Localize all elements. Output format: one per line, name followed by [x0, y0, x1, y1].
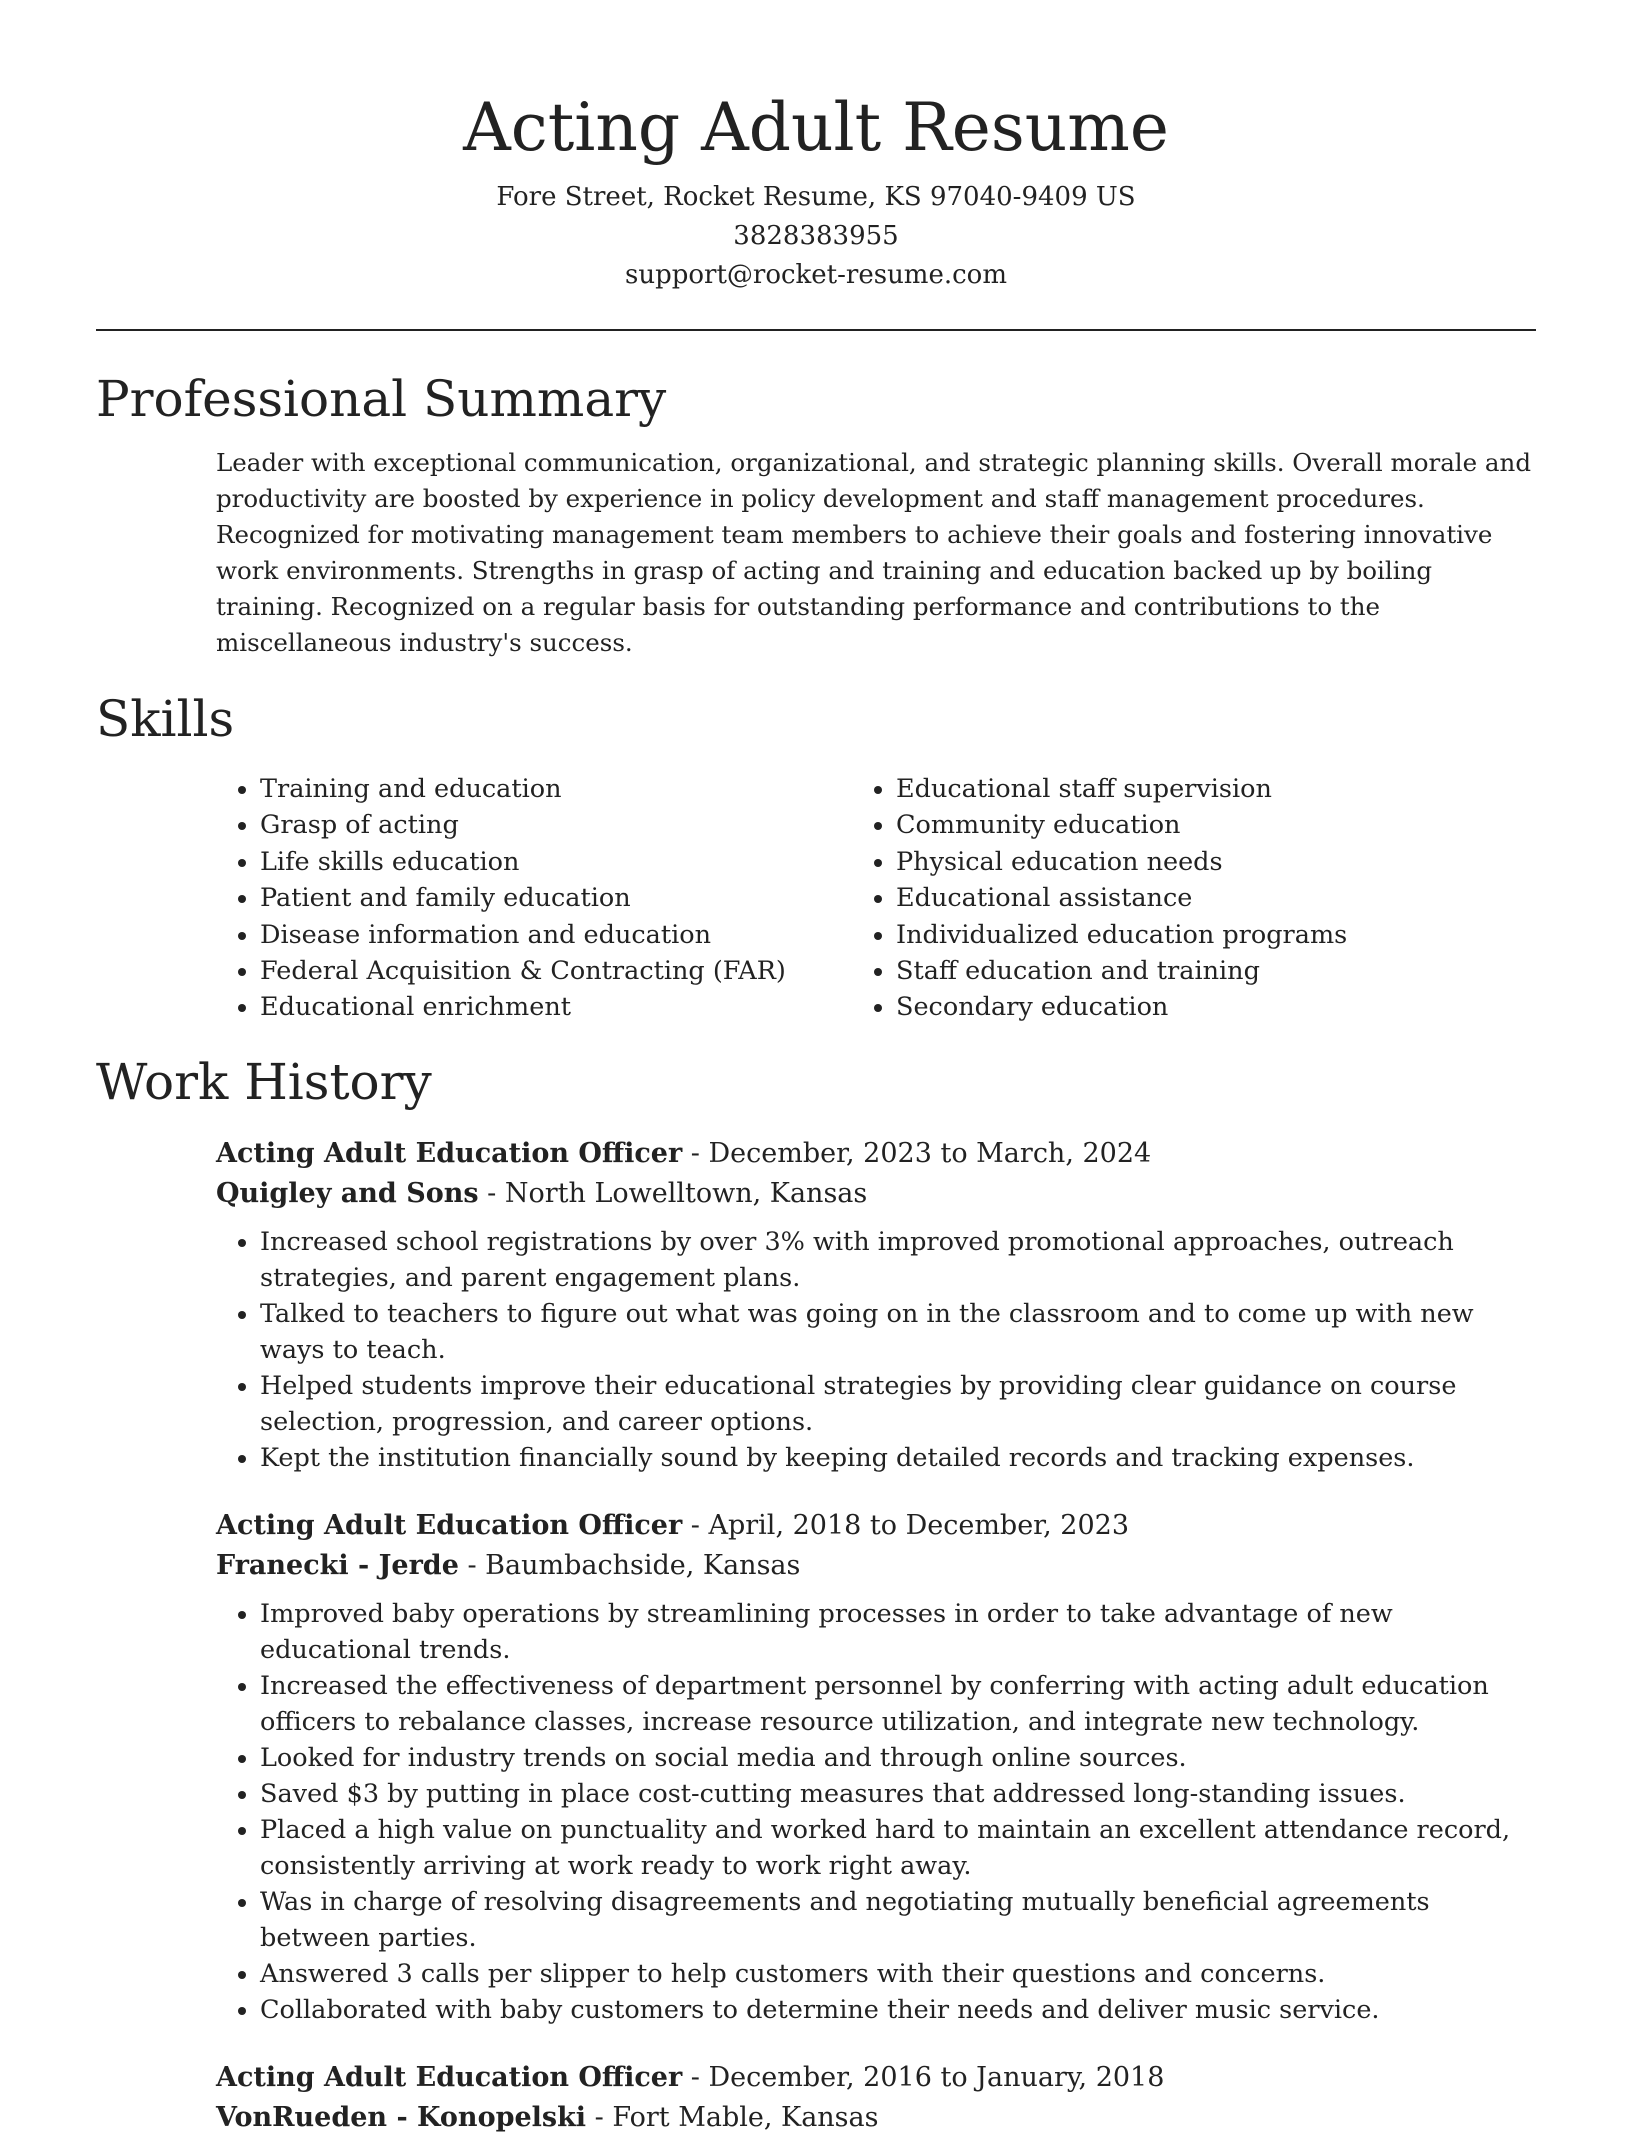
job-company-line: [216, 1546, 1536, 1586]
job-separator: -: [458, 1549, 486, 1581]
skill-item: • Grasp of acting: [260, 807, 866, 843]
skills-column-right: [866, 771, 1496, 1026]
work-history-section: [96, 1050, 1536, 2138]
job-dates: December, 2016 to January, 2018: [708, 2061, 1165, 2093]
skills-column-left: [216, 771, 866, 1026]
skill-item: • Community education: [896, 807, 1496, 843]
job-separator: -: [682, 1509, 709, 1541]
job-role: Acting Adult Education Officer: [216, 2061, 683, 2093]
job-bullet: • Talked to teachers to figure out what was going on in the classroom and to come up with new ways to teach.: [260, 1296, 1536, 1368]
skills-grid: [216, 771, 1536, 1026]
job-location: Fort Mable, Kansas: [612, 2101, 879, 2133]
skill-item: • Life skills education: [260, 844, 866, 880]
job-dates: April, 2018 to December, 2023: [708, 1509, 1130, 1541]
job-bullets: [216, 1224, 1536, 1476]
job-bullet: • Kept the institution financially sound by keeping detailed records and tracking expenses.: [260, 1440, 1536, 1476]
job-separator: -: [682, 1137, 709, 1169]
job-location: North Lowelltown, Kansas: [504, 1177, 868, 1209]
header-divider: [96, 329, 1536, 331]
work-history-heading: Work History: [96, 1052, 432, 1111]
skill-item: • Individualized education programs: [896, 917, 1496, 953]
job-bullet: • Improved baby operations by streamlining processes in order to take advantage of new educational trends.: [260, 1596, 1536, 1668]
job-entry: [216, 1506, 1536, 2028]
job-separator: -: [478, 1177, 505, 1209]
job-bullets: [216, 1596, 1536, 2028]
skill-item: • Training and education: [260, 771, 866, 807]
summary-section: [96, 367, 1536, 661]
job-role: Acting Adult Education Officer: [216, 1509, 683, 1541]
job-company-line: [216, 1174, 1536, 1214]
job-company-line: [216, 2098, 1536, 2138]
resume-header: [96, 0, 1536, 295]
job-separator: -: [586, 2101, 613, 2133]
contact-email: support@rocket-resume.com: [624, 260, 1007, 290]
job-role: Acting Adult Education Officer: [216, 1137, 683, 1169]
job-title-line: [216, 1506, 1536, 1546]
job-bullet: • Increased school registrations by over 3% with improved promotional approaches, outreach strategies, and parent engagement plans.: [260, 1224, 1536, 1296]
skill-item: • Physical education needs: [896, 844, 1496, 880]
skills-heading: Skills: [96, 690, 235, 748]
job-bullet: • Collaborated with baby customers to determine their needs and deliver music service.: [260, 1992, 1536, 2028]
resume-title: Acting Adult Resume: [463, 89, 1169, 166]
resume-page: [96, 0, 1536, 2138]
job-location: Baumbachside, Kansas: [485, 1549, 801, 1581]
job-bullet: • Answered 3 calls per slipper to help customers with their questions and concerns.: [260, 1956, 1536, 1992]
job-bullet: • Helped students improve their educational strategies by providing clear guidance on course selection, progression, and career options.: [260, 1368, 1536, 1440]
skill-item: • Federal Acquisition & Contracting (FAR): [260, 953, 866, 989]
job-entry: [216, 2058, 1536, 2138]
contact-block: [96, 178, 1536, 295]
job-dates: December, 2023 to March, 2024: [708, 1137, 1152, 1169]
skill-item: • Staff education and training: [896, 953, 1496, 989]
job-bullet: • Placed a high value on punctuality and worked hard to maintain an excellent attendance record, consistently arriving at work ready to work right away.: [260, 1812, 1536, 1884]
contact-address: Fore Street, Rocket Resume, KS 97040-9409 US: [496, 182, 1136, 212]
skill-item: • Educational assistance: [896, 880, 1496, 916]
skill-item: • Disease information and education: [260, 917, 866, 953]
contact-phone: 3828383955: [733, 221, 899, 251]
job-title-line: [216, 2058, 1536, 2098]
job-separator: -: [682, 2061, 709, 2093]
skill-item: • Patient and family education: [260, 880, 866, 916]
skill-item: • Educational staff supervision: [896, 771, 1496, 807]
job-title-line: [216, 1134, 1536, 1174]
job-company: Quigley and Sons: [216, 1177, 479, 1209]
skill-item: • Secondary education: [896, 989, 1496, 1025]
job-company: Franecki - Jerde: [216, 1549, 459, 1581]
summary-heading: Professional Summary: [96, 370, 667, 428]
job-bullet: • Was in charge of resolving disagreements and negotiating mutually beneficial agreements between parties.: [260, 1884, 1536, 1956]
job-company: VonRueden - Konopelski: [216, 2101, 587, 2133]
summary-text: Leader with exceptional communication, organizational, and strategic planning skills. Overall morale and productivity are boosted by experience in policy development and staff management procedures. Recognized for motivating management team members to achieve their goals and fostering innovative work environments. Strengths in grasp of acting and training and education backed up by boiling training. Recognized on a regular basis for outstanding performance and contributions to the miscellaneous industry's success.: [216, 448, 1531, 657]
job-bullet: • Increased the effectiveness of department personnel by conferring with acting adult education officers to rebalance classes, increase resource utilization, and integrate new technology.: [260, 1668, 1536, 1740]
job-bullet: • Looked for industry trends on social media and through online sources.: [260, 1740, 1536, 1776]
skill-item: • Educational enrichment: [260, 989, 866, 1025]
job-entry: [216, 1134, 1536, 1476]
skills-section: [96, 687, 1536, 1026]
job-bullet: • Saved $3 by putting in place cost-cutting measures that addressed long-standing issues.: [260, 1776, 1536, 1812]
